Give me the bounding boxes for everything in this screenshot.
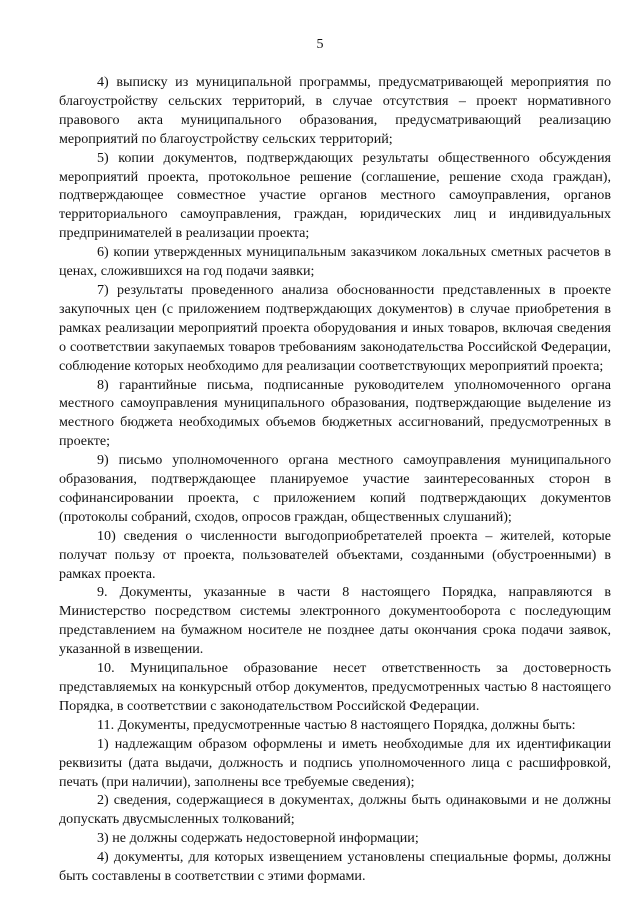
document-body — [59, 73, 611, 886]
page-number: 5 — [316, 37, 324, 52]
paragraph-item-6-estimates: 6) копии утвержденных муниципальным заказчиком локальных сметных расчетов в ценах, сложившихся на год подачи заявки; — [59, 244, 611, 280]
paragraph-requirement-2: 2) сведения, содержащиеся в документах, должны быть одинаковыми и не должны допускать двусмысленных толкований; — [59, 792, 611, 828]
paragraph-requirement-3: 3) не должны содержать недостоверной информации; — [97, 830, 419, 847]
paragraph-item-5-public-discussion: 5) копии документов, подтверждающих результаты общественного обсуждения мероприятий проекта, протокольное решение (соглашение, решение схода граждан), подтверждающее совместное участие органов местного самоуправления, органов территориального самоуправления, граждан, юридических лиц и индивидуальных предпринимателей в реализации проекта; — [59, 149, 611, 242]
paragraph-item-4-municipal-program: 4) выписку из муниципальной программы, предусматривающей мероприятия по благоустройству сельских территорий, в случае отсутствия – проект нормативного правового акта муниципального образования, предусматривающий реализацию мероприятий по благоустройству сельских территорий; — [59, 74, 611, 147]
paragraph-item-9-cofinancing-letter: 9) письмо уполномоченного органа местного самоуправления муниципального образования, подтверждающее планируемое участие заинтересованных сторон в софинансировании проекта, с приложением копий подтверждающих документов (протоколы собраний, сходов, опросов граждан, общественных слушаний); — [59, 452, 611, 525]
paragraph-section-10: 10. Муниципальное образование несет ответственность за достоверность представляемых на конкурсный отбор документов, предусмотренных частью 8 настоящего Порядка, в соответствии с законодательством Российской Федерации. — [59, 660, 611, 714]
paragraph-item-8-guarantee-letters: 8) гарантийные письма, подписанные руководителем уполномоченного органа местного самоуправления муниципального образования, подтверждающие выделение из местного бюджета необходимых объемов бюджетных ассигнований, предусмотренных в проекте; — [59, 376, 611, 450]
paragraph-section-11: 11. Документы, предусмотренные частью 8 настоящего Порядка, должны быть: — [97, 716, 576, 733]
paragraph-item-7-price-analysis: 7) результаты проведенного анализа обоснованности представленных в проекте закупочных цен (с приложением подтверждающих документов) в случае приобретения в рамках реализации мероприятий проекта оборудования и иных товаров, включая сведения о соответствии закупаемых товаров требованиям законодательства Российской Федерации, соблюдение которых необходимо для реализации соответствующих мероприятий проекта; — [59, 281, 611, 374]
paragraph-item-10-beneficiaries: 10) сведения о численности выгодоприобретателей проекта – жителей, которые получат пользу от проекта, пользователей объектами, созданными (обустроенными) в рамках проекта. — [59, 527, 611, 582]
paragraph-requirement-4: 4) документы, для которых извещением установлены специальные формы, должны быть составлены в соответствии с этими формами. — [59, 849, 611, 885]
paragraph-section-9: 9. Документы, указанные в части 8 настоящего Порядка, направляются в Министерство посредством системы электронного документооборота с последующим представлением на бумажном носителе не позднее даты окончания срока подачи заявок, указанной в извещении. — [59, 584, 611, 658]
paragraph-requirement-1: 1) надлежащим образом оформлены и иметь необходимые для их идентификации реквизиты (дата выдачи, должность и подпись уполномоченного лица с расшифровкой, печать (при наличии), заполнены все требуемые сведения); — [59, 735, 611, 790]
